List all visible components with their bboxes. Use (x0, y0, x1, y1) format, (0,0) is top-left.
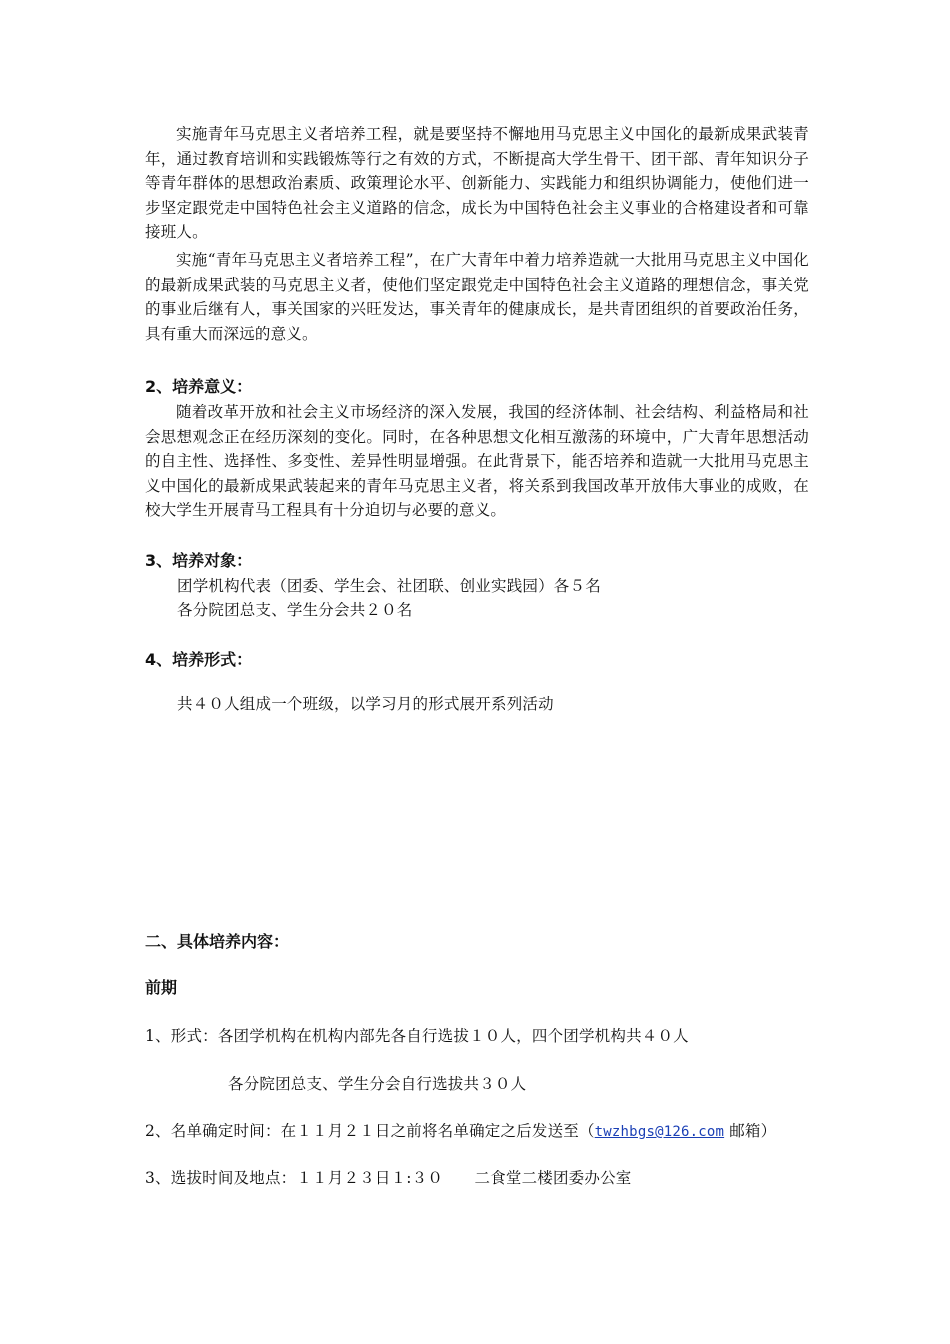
item-2-text: 2、名单确定时间：在１１月２１日之前将名单确定之后发送至（ (145, 1122, 595, 1140)
section-4-heading: 4、培养形式： (145, 650, 253, 669)
part-2-heading: 二、具体培养内容： (145, 932, 290, 951)
email-link[interactable]: twzhbgs@126.com (594, 1124, 725, 1140)
item-2-deadline (145, 1119, 776, 1144)
section-4-line-1: 共４０人组成一个班级，以学习月的形式展开系列活动 (177, 695, 554, 713)
section-2-heading: 2、培养意义： (145, 377, 253, 396)
section-2-body: 随着改革开放和社会主义市场经济的深入发展，我国的经济体制、社会结构、利益格局和社会思想观念正在经历深刻的变化。同时，在各种思想文化相互激荡的环境中，广大青年思想活动的自主性、选择性、多变性、差异性明显增强。在此背景下，能否培养和造就一大批用马克思主义中国化的最新成果武装起来的青年马克思主义者，将关系到我国改革开放伟大事业的成败，在校大学生开展青马工程具有十分迫切与必要的意义。 (145, 403, 809, 519)
intro-paragraph-2: 实施“青年马克思主义者培养工程”，在广大青年中着力培养造就一大批用马克思主义中国化的最新成果武装的马克思主义者，使他们坚定跟党走中国特色社会主义道路的理想信念，事关党的事业后继有人，事关国家的兴旺发达，事关青年的健康成长，是共青团组织的首要政治任务，具有重大而深远的意义。 (145, 251, 809, 343)
item-2-suffix: 邮箱） (724, 1122, 777, 1140)
section-3-line-1: 团学机构代表（团委、学生会、社团联、创业实践园）各５名 (177, 577, 601, 595)
phase-heading: 前期 (145, 978, 178, 997)
item-1-form: 1、形式：各团学机构在机构内部先各自行选拔１０人，四个团学机构共４０人 (145, 1027, 689, 1045)
item-1-continued: 各分院团总支、学生分会自行选拔共３０人 (228, 1075, 527, 1093)
item-3-time-location: 3、选拔时间及地点：１１月２３日１:３０ 二食堂二楼团委办公室 (145, 1169, 632, 1187)
section-3-line-2: 各分院团总支、学生分会共２０名 (177, 601, 413, 619)
intro-paragraph-1: 实施青年马克思主义者培养工程，就是要坚持不懈地用马克思主义中国化的最新成果武装青年，通过教育培训和实践锻炼等行之有效的方式，不断提高大学生骨干、团干部、青年知识分子等青年群体的思想政治素质、政策理论水平、创新能力、实践能力和组织协调能力，使他们进一步坚定跟党走中国特色社会主义道路的信念，成长为中国特色社会主义事业的合格建设者和可靠接班人。 (145, 125, 809, 241)
section-3-heading: 3、培养对象： (145, 551, 253, 570)
